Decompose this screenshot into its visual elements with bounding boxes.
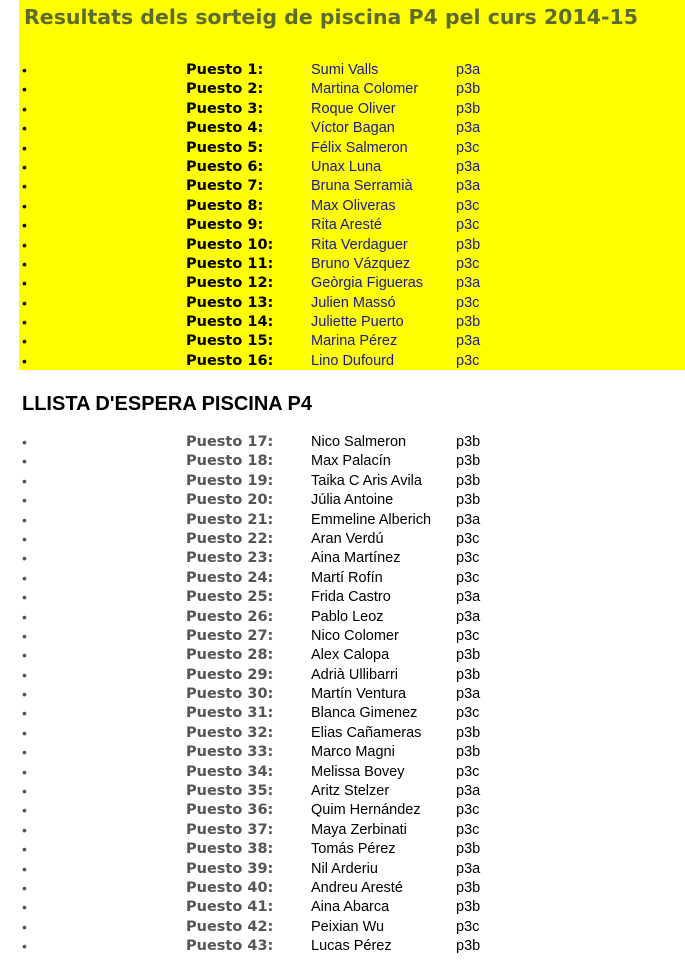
bullet-icon: • bbox=[22, 802, 27, 819]
class-group: p3a bbox=[456, 860, 481, 877]
page-title: Resultats dels sorteig de piscina P4 pel curs 2014-15 bbox=[24, 5, 638, 29]
student-name: Melissa Bovey bbox=[311, 763, 405, 780]
position-label: Puesto 22: bbox=[186, 530, 274, 547]
class-group: p3b bbox=[456, 666, 481, 683]
class-group: p3c bbox=[456, 802, 480, 819]
list-item bbox=[19, 491, 685, 510]
list-item bbox=[19, 119, 685, 138]
class-group: p3b bbox=[456, 236, 481, 253]
list-item bbox=[19, 177, 685, 196]
list-item bbox=[19, 588, 685, 607]
class-group: p3c bbox=[456, 255, 480, 272]
class-group: p3b bbox=[456, 472, 481, 489]
bullet-icon: • bbox=[22, 938, 27, 955]
class-group: p3c bbox=[456, 197, 480, 214]
student-name: Roque Oliver bbox=[311, 100, 396, 117]
list-item bbox=[19, 569, 685, 588]
student-name: Marco Magni bbox=[311, 744, 395, 761]
class-group: p3b bbox=[456, 434, 481, 450]
list-item bbox=[19, 763, 685, 782]
bullet-icon: • bbox=[22, 255, 27, 272]
student-name: Nico Colomer bbox=[311, 627, 399, 644]
position-label: Puesto 30: bbox=[186, 686, 274, 703]
position-label: Puesto 36: bbox=[186, 802, 274, 819]
student-name: Júlia Antoine bbox=[311, 492, 394, 509]
bullet-icon: • bbox=[22, 821, 27, 838]
student-name: Quim Hernández bbox=[311, 802, 421, 819]
bullet-icon: • bbox=[22, 686, 27, 703]
student-name: Martina Colomer bbox=[311, 81, 419, 98]
bullet-icon: • bbox=[22, 744, 27, 761]
class-group: p3b bbox=[456, 453, 481, 470]
class-group: p3b bbox=[456, 647, 481, 664]
student-name: Juliette Puerto bbox=[311, 314, 404, 331]
bullet-icon: • bbox=[22, 627, 27, 644]
bullet-icon: • bbox=[22, 120, 27, 137]
bullet-icon: • bbox=[22, 879, 27, 896]
list-item bbox=[19, 782, 685, 801]
class-group: p3a bbox=[456, 333, 481, 350]
list-item bbox=[19, 549, 685, 568]
student-name: Martí Rofín bbox=[311, 569, 383, 586]
student-name: Nico Salmeron bbox=[311, 434, 407, 450]
bullet-icon: • bbox=[22, 608, 27, 625]
student-name: Bruno Vázquez bbox=[311, 255, 411, 272]
bullet-icon: • bbox=[22, 178, 27, 195]
list-item bbox=[19, 821, 685, 840]
position-label: Puesto 7: bbox=[186, 178, 264, 195]
class-group: p3b bbox=[456, 100, 481, 117]
class-group: p3b bbox=[456, 744, 481, 761]
class-group: p3c bbox=[456, 705, 480, 722]
class-group: p3c bbox=[456, 627, 480, 644]
position-label: Puesto 9: bbox=[186, 217, 264, 234]
student-name: Aritz Stelzer bbox=[311, 783, 390, 800]
position-label: Puesto 10: bbox=[186, 236, 274, 253]
list-item bbox=[19, 139, 685, 158]
class-group: p3c bbox=[456, 530, 480, 547]
student-name: Adrià Ullibarri bbox=[311, 666, 399, 683]
bullet-icon: • bbox=[22, 158, 27, 175]
class-group: p3b bbox=[456, 841, 481, 858]
list-item bbox=[19, 646, 685, 665]
class-group: p3c bbox=[456, 550, 480, 567]
bullet-icon: • bbox=[22, 434, 27, 450]
student-name: Geòrgia Figueras bbox=[311, 275, 424, 292]
student-name: Max Oliveras bbox=[311, 197, 396, 214]
position-label: Puesto 18: bbox=[186, 453, 274, 470]
bullet-icon: • bbox=[22, 294, 27, 311]
position-label: Puesto 11: bbox=[186, 255, 274, 272]
list-item bbox=[19, 255, 685, 274]
class-group: p3c bbox=[456, 294, 480, 311]
class-group: p3a bbox=[456, 275, 481, 292]
position-label: Puesto 5: bbox=[186, 139, 264, 156]
class-group: p3a bbox=[456, 783, 481, 800]
student-name: Frida Castro bbox=[311, 589, 391, 606]
position-label: Puesto 6: bbox=[186, 158, 264, 175]
position-label: Puesto 21: bbox=[186, 511, 274, 528]
class-group: p3b bbox=[456, 899, 481, 916]
position-label: Puesto 40: bbox=[186, 879, 274, 896]
class-group: p3c bbox=[456, 139, 480, 156]
bullet-icon: • bbox=[22, 62, 27, 78]
list-item bbox=[19, 236, 685, 255]
position-label: Puesto 26: bbox=[186, 608, 274, 625]
bullet-icon: • bbox=[22, 352, 27, 369]
bullet-icon: • bbox=[22, 569, 27, 586]
position-label: Puesto 31: bbox=[186, 705, 274, 722]
bullet-icon: • bbox=[22, 647, 27, 664]
student-name: Blanca Gimenez bbox=[311, 705, 418, 722]
class-group: p3c bbox=[456, 217, 480, 234]
bullet-icon: • bbox=[22, 472, 27, 489]
student-name: Tomás Pérez bbox=[311, 841, 396, 858]
waitlist-title: LLISTA D'ESPERA PISCINA P4 bbox=[22, 393, 312, 415]
list-item bbox=[19, 61, 685, 80]
bullet-icon: • bbox=[22, 763, 27, 780]
bullet-icon: • bbox=[22, 492, 27, 509]
list-item bbox=[19, 860, 685, 879]
student-name: Marina Pérez bbox=[311, 333, 398, 350]
class-group: p3b bbox=[456, 938, 481, 955]
class-group: p3a bbox=[456, 158, 481, 175]
list-item bbox=[19, 433, 685, 452]
bullet-icon: • bbox=[22, 530, 27, 547]
bullet-icon: • bbox=[22, 100, 27, 117]
student-name: Sumi Valls bbox=[311, 62, 379, 78]
class-group: p3c bbox=[456, 821, 480, 838]
list-item bbox=[19, 627, 685, 646]
list-item bbox=[19, 216, 685, 235]
list-item bbox=[19, 472, 685, 491]
bullet-icon: • bbox=[22, 724, 27, 741]
bullet-icon: • bbox=[22, 217, 27, 234]
list-item bbox=[19, 918, 685, 937]
list-item bbox=[19, 352, 685, 371]
class-group: p3b bbox=[456, 724, 481, 741]
bullet-icon: • bbox=[22, 783, 27, 800]
position-label: Puesto 24: bbox=[186, 569, 274, 586]
position-label: Puesto 28: bbox=[186, 647, 274, 664]
class-group: p3b bbox=[456, 314, 481, 331]
student-name: Emmeline Alberich bbox=[311, 511, 432, 528]
student-name: Unax Luna bbox=[311, 158, 382, 175]
position-label: Puesto 13: bbox=[186, 294, 274, 311]
student-name: Víctor Bagan bbox=[311, 120, 395, 137]
position-label: Puesto 43: bbox=[186, 938, 274, 955]
position-label: Puesto 37: bbox=[186, 821, 274, 838]
student-name: Max Palacín bbox=[311, 453, 391, 470]
student-name: Julien Massó bbox=[311, 294, 396, 311]
bullet-icon: • bbox=[22, 275, 27, 292]
bullet-icon: • bbox=[22, 860, 27, 877]
list-item bbox=[19, 452, 685, 471]
position-label: Puesto 41: bbox=[186, 899, 274, 916]
list-item bbox=[19, 530, 685, 549]
position-label: Puesto 15: bbox=[186, 333, 274, 350]
class-group: p3a bbox=[456, 511, 481, 528]
list-item bbox=[19, 666, 685, 685]
list-item bbox=[19, 685, 685, 704]
student-name: Nil Arderiu bbox=[311, 860, 378, 877]
position-label: Puesto 20: bbox=[186, 492, 274, 509]
student-name: Elias Cañameras bbox=[311, 724, 422, 741]
list-item bbox=[19, 937, 685, 956]
student-name: Félix Salmeron bbox=[311, 139, 408, 156]
student-name: Aina Martínez bbox=[311, 550, 401, 567]
winners-section bbox=[19, 0, 685, 370]
student-name: Pablo Leoz bbox=[311, 608, 384, 625]
student-name: Aran Verdú bbox=[311, 530, 384, 547]
position-label: Puesto 25: bbox=[186, 589, 274, 606]
student-name: Lino Dufourd bbox=[311, 352, 395, 369]
position-label: Puesto 3: bbox=[186, 100, 264, 117]
bullet-icon: • bbox=[22, 705, 27, 722]
student-name: Maya Zerbinati bbox=[311, 821, 407, 838]
bullet-icon: • bbox=[22, 236, 27, 253]
list-item bbox=[19, 313, 685, 332]
position-label: Puesto 38: bbox=[186, 841, 274, 858]
position-label: Puesto 2: bbox=[186, 81, 264, 98]
class-group: p3a bbox=[456, 178, 481, 195]
position-label: Puesto 19: bbox=[186, 472, 274, 489]
student-name: Peixian Wu bbox=[311, 918, 385, 935]
student-name: Lucas Pérez bbox=[311, 938, 392, 955]
bullet-icon: • bbox=[22, 453, 27, 470]
position-label: Puesto 12: bbox=[186, 275, 274, 292]
position-label: Puesto 35: bbox=[186, 783, 274, 800]
position-label: Puesto 17: bbox=[186, 434, 274, 450]
position-label: Puesto 33: bbox=[186, 744, 274, 761]
bullet-icon: • bbox=[22, 550, 27, 567]
class-group: p3a bbox=[456, 608, 481, 625]
class-group: p3c bbox=[456, 763, 480, 780]
list-item bbox=[19, 197, 685, 216]
student-name: Martín Ventura bbox=[311, 686, 407, 703]
class-group: p3c bbox=[456, 352, 480, 369]
position-label: Puesto 1: bbox=[186, 62, 264, 78]
position-label: Puesto 32: bbox=[186, 724, 274, 741]
bullet-icon: • bbox=[22, 511, 27, 528]
class-group: p3a bbox=[456, 120, 481, 137]
list-item bbox=[19, 608, 685, 627]
position-label: Puesto 34: bbox=[186, 763, 274, 780]
bullet-icon: • bbox=[22, 139, 27, 156]
position-label: Puesto 4: bbox=[186, 120, 264, 137]
student-name: Aina Abarca bbox=[311, 899, 390, 916]
student-name: Taika C Aris Avila bbox=[311, 472, 422, 489]
list-item bbox=[19, 704, 685, 723]
list-item bbox=[19, 840, 685, 859]
student-name: Andreu Aresté bbox=[311, 879, 403, 896]
bullet-icon: • bbox=[22, 666, 27, 683]
waitlist-list bbox=[19, 433, 685, 957]
student-name: Bruna Serramià bbox=[311, 178, 413, 195]
list-item bbox=[19, 511, 685, 530]
position-label: Puesto 39: bbox=[186, 860, 274, 877]
list-item bbox=[19, 100, 685, 119]
student-name: Rita Verdaguer bbox=[311, 236, 408, 253]
bullet-icon: • bbox=[22, 81, 27, 98]
list-item bbox=[19, 158, 685, 177]
bullet-icon: • bbox=[22, 899, 27, 916]
bullet-icon: • bbox=[22, 314, 27, 331]
class-group: p3b bbox=[456, 81, 481, 98]
class-group: p3c bbox=[456, 569, 480, 586]
student-name: Alex Calopa bbox=[311, 647, 390, 664]
winners-list bbox=[19, 61, 685, 371]
list-item bbox=[19, 879, 685, 898]
bullet-icon: • bbox=[22, 333, 27, 350]
list-item bbox=[19, 274, 685, 293]
bullet-icon: • bbox=[22, 841, 27, 858]
student-name: Rita Aresté bbox=[311, 217, 382, 234]
list-item bbox=[19, 898, 685, 917]
position-label: Puesto 29: bbox=[186, 666, 274, 683]
bullet-icon: • bbox=[22, 197, 27, 214]
position-label: Puesto 16: bbox=[186, 352, 274, 369]
bullet-icon: • bbox=[22, 918, 27, 935]
position-label: Puesto 8: bbox=[186, 197, 264, 214]
list-item bbox=[19, 294, 685, 313]
list-item bbox=[19, 332, 685, 351]
list-item bbox=[19, 724, 685, 743]
class-group: p3c bbox=[456, 918, 480, 935]
list-item bbox=[19, 80, 685, 99]
class-group: p3b bbox=[456, 879, 481, 896]
list-item bbox=[19, 801, 685, 820]
position-label: Puesto 23: bbox=[186, 550, 274, 567]
class-group: p3a bbox=[456, 686, 481, 703]
position-label: Puesto 14: bbox=[186, 314, 274, 331]
class-group: p3b bbox=[456, 492, 481, 509]
bullet-icon: • bbox=[22, 589, 27, 606]
position-label: Puesto 42: bbox=[186, 918, 274, 935]
class-group: p3a bbox=[456, 589, 481, 606]
list-item bbox=[19, 743, 685, 762]
position-label: Puesto 27: bbox=[186, 627, 274, 644]
class-group: p3a bbox=[456, 62, 481, 78]
